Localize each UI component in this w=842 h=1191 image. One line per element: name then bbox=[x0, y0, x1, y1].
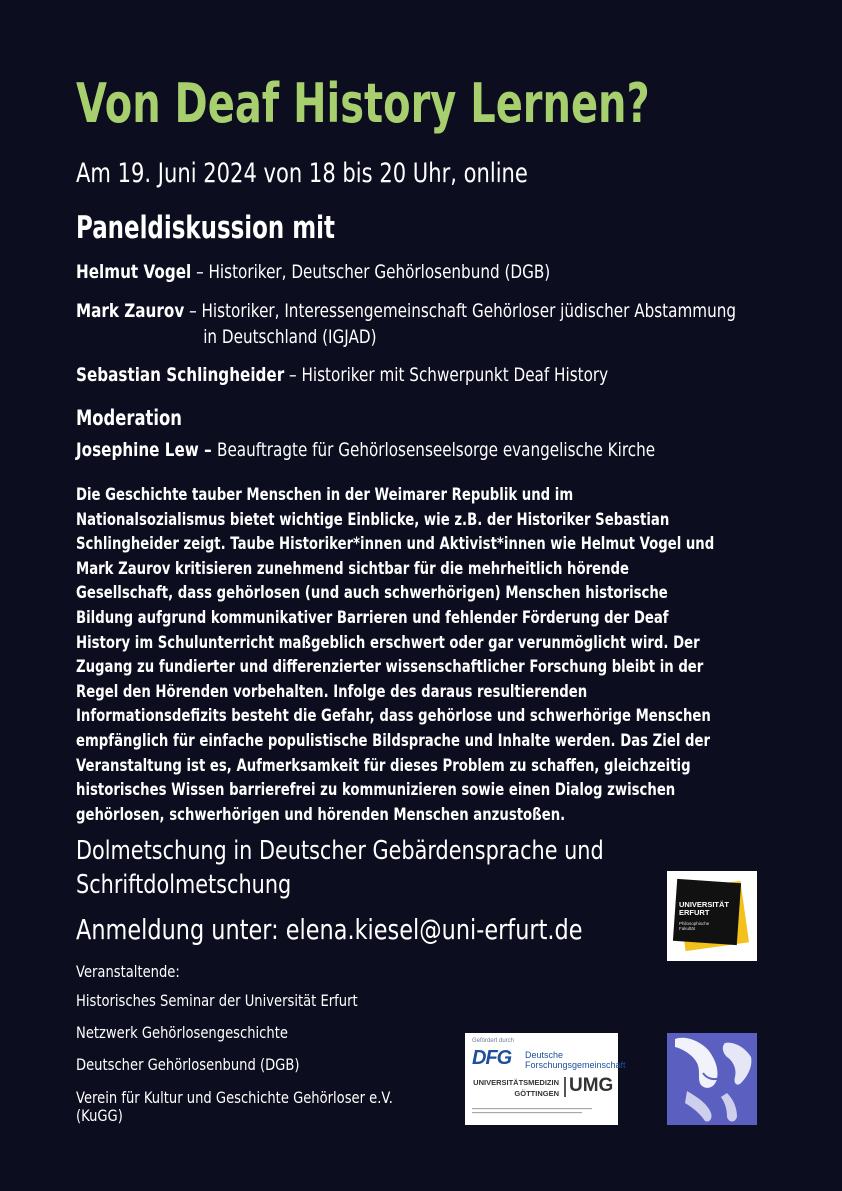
description-line: Informationsdefizits besteht die Gefahr, dass gehörlose und schwerhörige Menschen bbox=[76, 706, 711, 727]
event-description bbox=[76, 483, 743, 827]
university-erfurt-logo bbox=[667, 871, 757, 961]
logo-subtext: Philosophische bbox=[679, 921, 710, 926]
dfg-name-line: Forschungsgemeinschaft bbox=[525, 1060, 626, 1070]
description-line: gehörlosen, schwerhörigen und hörenden Menschen anzustoßen. bbox=[76, 804, 566, 825]
page-title: Von Deaf History Lernen? bbox=[76, 72, 650, 135]
speaker-role-continued: in Deutschland (IGJAD) bbox=[203, 326, 377, 348]
speaker-helmut-vogel bbox=[76, 259, 550, 285]
panel-heading: Paneldiskussion mit bbox=[76, 210, 335, 246]
hands-icon bbox=[667, 1033, 757, 1125]
description-line: historisches Wissen barrierefrei zu kommunizieren sowie einen Dialog zwischen bbox=[76, 780, 676, 801]
organizers-label: Veranstaltende: bbox=[76, 962, 180, 981]
interpretation-line: Schriftdolmetschung bbox=[76, 870, 292, 900]
moderator bbox=[76, 437, 655, 463]
speaker-role: – Historiker, Interessengemeinschaft Gehörloser jüdischer Abstammung bbox=[184, 300, 736, 322]
description-line: Nationalsozialismus bietet wichtige Einblicke, wie z.B. der Historiker Sebastian bbox=[76, 509, 670, 530]
umg-wordmark: UMG bbox=[569, 1075, 614, 1096]
description-line: History im Schulunterricht maßgeblich erschwert oder gar verunmöglicht wird. Der bbox=[76, 632, 700, 653]
interpretation-line: Dolmetschung in Deutscher Gebärdensprache und bbox=[76, 836, 604, 866]
dfg-name-line: Deutsche bbox=[525, 1050, 564, 1060]
speaker-sebastian-schlingheider bbox=[76, 362, 608, 388]
event-date: Am 19. Juni 2024 von 18 bis 20 Uhr, online bbox=[76, 158, 528, 189]
moderator-role: Beauftragte für Gehörlosenseelsorge evangelische Kirche bbox=[217, 439, 656, 461]
logo-subtext: Fakultät bbox=[679, 926, 696, 931]
speaker-name: Mark Zaurov bbox=[76, 300, 185, 322]
moderator-name: Josephine Lew – bbox=[76, 439, 218, 461]
logo-text: UNIVERSITÄT bbox=[679, 900, 730, 909]
logo-text: ERFURT bbox=[679, 908, 710, 917]
organizer-item: Historisches Seminar der Universität Erfurt bbox=[76, 991, 358, 1010]
dfg-umg-logo bbox=[465, 1033, 626, 1125]
description-line: Gesellschaft, dass gehörlosen (und auch schwerhörigen) Menschen historische bbox=[76, 583, 668, 604]
interpretation-note bbox=[76, 834, 604, 902]
organizer-item: Netzwerk Gehörlosengeschichte bbox=[76, 1023, 288, 1042]
organizer-item: Verein für Kultur und Geschichte Gehörloser e.V. bbox=[76, 1088, 393, 1107]
description-line: Bildung aufgrund kommunikativer Barrieren und fehlender Förderung der Deaf bbox=[76, 607, 669, 628]
description-line: Die Geschichte tauber Menschen in der Weimarer Republik und im bbox=[76, 485, 574, 505]
moderation-heading: Moderation bbox=[76, 406, 182, 430]
speaker-role: – Historiker, Deutscher Gehörlosenbund (DGB) bbox=[191, 261, 551, 283]
umg-name-line: GÖTTINGEN bbox=[514, 1089, 559, 1098]
fine-print-lines bbox=[472, 1107, 612, 1115]
description-line: empfänglich für einfache populistische Bildsprache und Inhalte werden. Das Ziel der bbox=[76, 730, 711, 751]
description-line: Mark Zaurov kritisieren zunehmend sichtbar für die mehrheitlich hörende bbox=[76, 558, 630, 579]
signup-info: Anmeldung unter: elena.kiesel@uni-erfurt.de bbox=[76, 913, 583, 946]
organizer-item: (KuGG) bbox=[76, 1106, 123, 1125]
description-line: Regel den Hörenden vorbehalten. Infolge des daraus resultierenden bbox=[76, 681, 588, 702]
hands-logo bbox=[667, 1033, 757, 1125]
organizer-item: Deutscher Gehörlosenbund (DGB) bbox=[76, 1055, 300, 1074]
description-line: Schlingheider zeigt. Taube Historiker*innen und Aktivist*innen wie Helmut Vogel und bbox=[76, 534, 715, 555]
description-line: Veranstaltung ist es, Aufmerksamkeit für dieses Problem zu schaffen, gleichzeitig bbox=[76, 755, 691, 776]
speaker-mark-zaurov bbox=[76, 298, 736, 350]
speaker-name: Sebastian Schlingheider bbox=[76, 364, 285, 386]
umg-name-line: UNIVERSITÄTSMEDIZIN bbox=[473, 1078, 559, 1087]
speaker-role: – Historiker mit Schwerpunkt Deaf History bbox=[284, 364, 609, 386]
dfg-wordmark: DFG bbox=[472, 1047, 512, 1069]
description-line: Zugang zu fundierter und differenzierter wissenschaftlicher Forschung bleibt in der bbox=[76, 657, 704, 678]
funded-by-label: Gefördert durch bbox=[472, 1038, 515, 1044]
speaker-name: Helmut Vogel bbox=[76, 261, 192, 283]
